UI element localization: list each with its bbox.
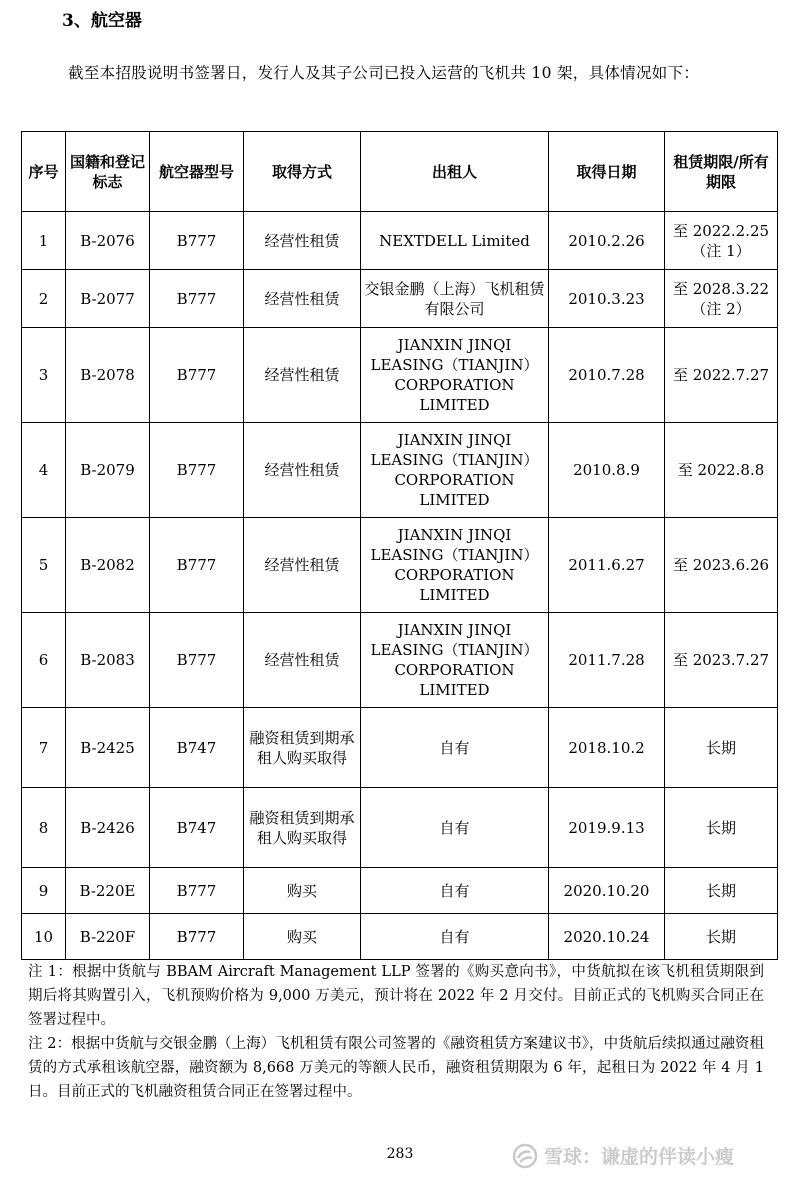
cell-term: 至 2028.3.22（注 2）	[665, 270, 778, 328]
table-row	[22, 613, 778, 708]
snowball-logo-icon	[512, 1143, 538, 1169]
table-row	[22, 708, 778, 788]
cell-date: 2020.10.20	[549, 868, 665, 914]
cell-method: 融资租赁到期承租人购买取得	[244, 708, 361, 788]
cell-no: 8	[22, 788, 66, 868]
cell-date: 2019.9.13	[549, 788, 665, 868]
table-row	[22, 423, 778, 518]
cell-lessor: 自有	[361, 914, 549, 960]
cell-registration: B-2079	[66, 423, 150, 518]
table-row	[22, 328, 778, 423]
cell-no: 5	[22, 518, 66, 613]
cell-no: 6	[22, 613, 66, 708]
table-row	[22, 212, 778, 270]
cell-method: 经营性租赁	[244, 518, 361, 613]
cell-date: 2020.10.24	[549, 914, 665, 960]
cell-registration: B-2426	[66, 788, 150, 868]
cell-date: 2018.10.2	[549, 708, 665, 788]
cell-term: 长期	[665, 788, 778, 868]
cell-no: 1	[22, 212, 66, 270]
cell-method: 经营性租赁	[244, 423, 361, 518]
cell-registration: B-2078	[66, 328, 150, 423]
cell-no: 3	[22, 328, 66, 423]
cell-lessor: JIANXIN JINQI LEASING（TIANJIN）CORPORATION LIMITED	[361, 328, 549, 423]
cell-model: B777	[150, 613, 244, 708]
col-header-registration: 国籍和登记标志	[66, 132, 150, 212]
footnote-2: 注 2：根据中货航与交银金鹏（上海）飞机租赁有限公司签署的《融资租赁方案建议书》，中货航后续拟通过融资租赁的方式承租该航空器，融资额为 8,668 万美元的等额人民币，融资租赁期限为 6 年，起租日为 2022 年 4 月 1 日。目前正式的飞机融资租赁合同正在签署过程中。	[28, 1036, 764, 1100]
table-row	[22, 518, 778, 613]
cell-model: B777	[150, 914, 244, 960]
cell-registration: B-2077	[66, 270, 150, 328]
cell-term: 至 2022.7.27	[665, 328, 778, 423]
cell-model: B777	[150, 518, 244, 613]
watermark	[512, 1142, 734, 1169]
cell-method: 购买	[244, 868, 361, 914]
cell-lessor: JIANXIN JINQI LEASING（TIANJIN）CORPORATION LIMITED	[361, 423, 549, 518]
table-row	[22, 914, 778, 960]
cell-lessor: NEXTDELL Limited	[361, 212, 549, 270]
cell-model: B777	[150, 423, 244, 518]
aircraft-table	[21, 131, 778, 960]
cell-registration: B-220F	[66, 914, 150, 960]
col-header-term: 租赁期限/所有期限	[665, 132, 778, 212]
cell-term: 至 2023.7.27	[665, 613, 778, 708]
cell-no: 9	[22, 868, 66, 914]
cell-lessor: JIANXIN JINQI LEASING（TIANJIN）CORPORATION LIMITED	[361, 518, 549, 613]
cell-model: B777	[150, 328, 244, 423]
footnotes	[28, 960, 764, 1104]
cell-lessor: 交银金鹏（上海）飞机租赁有限公司	[361, 270, 549, 328]
cell-date: 2010.3.23	[549, 270, 665, 328]
cell-term: 长期	[665, 708, 778, 788]
cell-term: 至 2022.8.8	[665, 423, 778, 518]
cell-no: 4	[22, 423, 66, 518]
cell-method: 经营性租赁	[244, 270, 361, 328]
cell-model: B747	[150, 788, 244, 868]
cell-model: B747	[150, 708, 244, 788]
cell-term: 至 2023.6.26	[665, 518, 778, 613]
col-header-date: 取得日期	[549, 132, 665, 212]
table-header-row	[22, 132, 778, 212]
cell-method: 购买	[244, 914, 361, 960]
cell-model: B777	[150, 270, 244, 328]
section-heading: 3、航空器	[62, 11, 142, 31]
cell-registration: B-2083	[66, 613, 150, 708]
cell-date: 2010.8.9	[549, 423, 665, 518]
page-number: 283	[386, 1146, 414, 1162]
cell-model: B777	[150, 212, 244, 270]
col-header-model: 航空器型号	[150, 132, 244, 212]
cell-term: 长期	[665, 868, 778, 914]
cell-no: 7	[22, 708, 66, 788]
col-header-method: 取得方式	[244, 132, 361, 212]
cell-date: 2011.7.28	[549, 613, 665, 708]
cell-method: 经营性租赁	[244, 613, 361, 708]
cell-registration: B-2082	[66, 518, 150, 613]
cell-method: 经营性租赁	[244, 212, 361, 270]
col-header-lessor: 出租人	[361, 132, 549, 212]
cell-lessor: JIANXIN JINQI LEASING（TIANJIN）CORPORATION LIMITED	[361, 613, 549, 708]
cell-no: 2	[22, 270, 66, 328]
table-row	[22, 270, 778, 328]
cell-method: 融资租赁到期承租人购买取得	[244, 788, 361, 868]
intro-paragraph: 截至本招股说明书签署日，发行人及其子公司已投入运营的飞机共 10 架，具体情况如下：	[68, 64, 700, 82]
cell-registration: B-220E	[66, 868, 150, 914]
watermark-text: 雪球：谦虚的伴读小瘦	[544, 1146, 735, 1168]
footnote-1: 注 1：根据中货航与 BBAM Aircraft Management LLP 签署的《购买意向书》，中货航拟在该飞机租赁期限到期后将其购置引入，飞机预购价格为 9,000 万美元，预计将在 2022 年 2 月交付。目前正式的飞机购买合同正在签署过程中。	[28, 964, 764, 1028]
cell-no: 10	[22, 914, 66, 960]
cell-registration: B-2425	[66, 708, 150, 788]
cell-registration: B-2076	[66, 212, 150, 270]
cell-lessor: 自有	[361, 708, 549, 788]
cell-lessor: 自有	[361, 868, 549, 914]
cell-term: 长期	[665, 914, 778, 960]
cell-method: 经营性租赁	[244, 328, 361, 423]
col-header-no: 序号	[22, 132, 66, 212]
cell-date: 2010.2.26	[549, 212, 665, 270]
cell-term: 至 2022.2.25（注 1）	[665, 212, 778, 270]
cell-lessor: 自有	[361, 788, 549, 868]
table-row	[22, 868, 778, 914]
cell-model: B777	[150, 868, 244, 914]
cell-date: 2010.7.28	[549, 328, 665, 423]
cell-date: 2011.6.27	[549, 518, 665, 613]
table-row	[22, 788, 778, 868]
